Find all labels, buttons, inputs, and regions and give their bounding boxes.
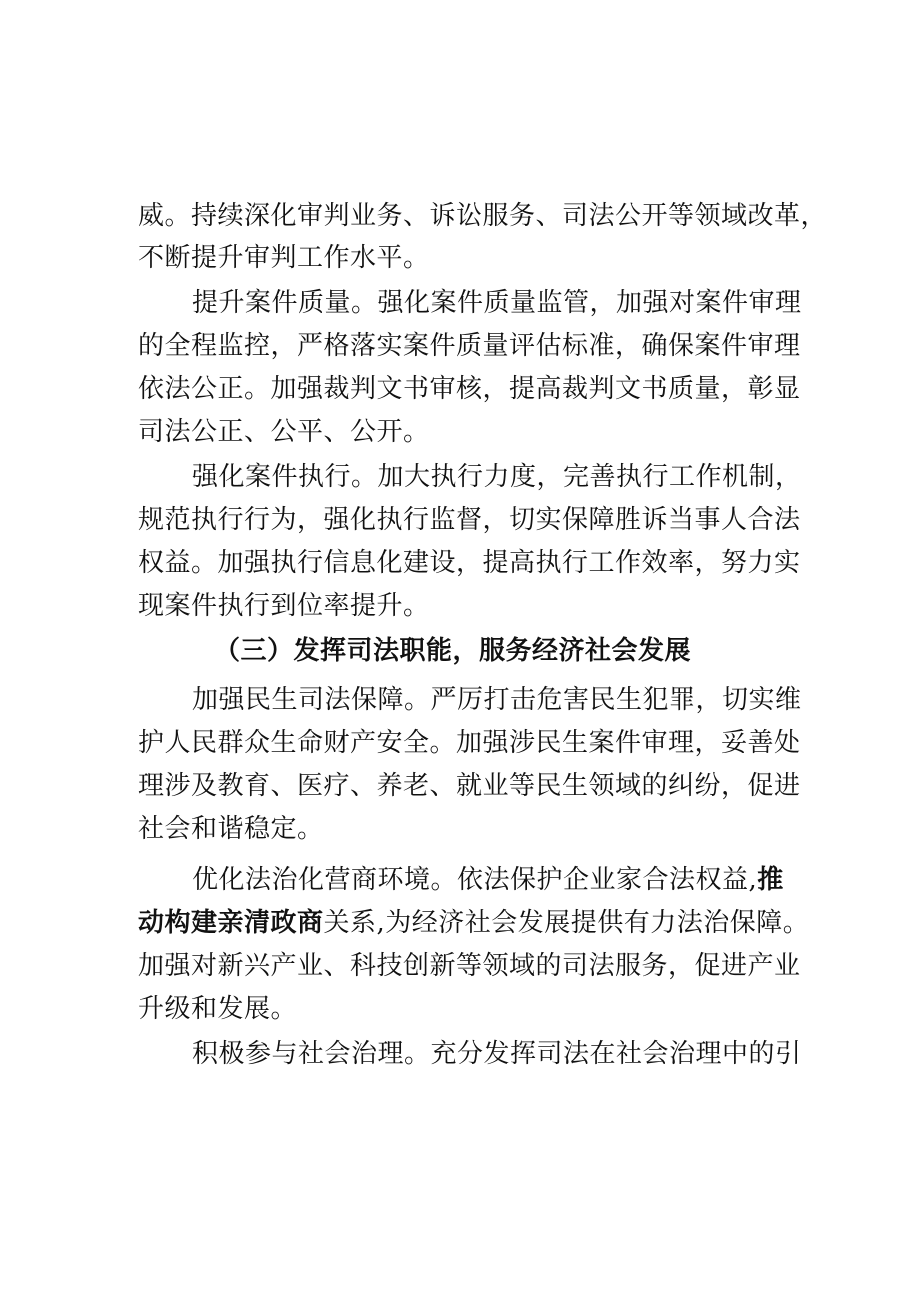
paragraph-2-line-1: 提升案件质量。强化案件质量监管，加强对案件审理 [192,288,802,318]
paragraph-2-line-4: 司法公正、公平、公开。 [138,417,430,447]
paragraph-5-line-2-bold: 动构建亲清政商 [138,908,324,938]
paragraph-6-line-1: 积极参与社会治理。充分发挥司法在社会治理中的引 [192,1039,802,1069]
paragraph-1-line-1: 威。持续深化审判业务、诉讼服务、司法公开等领域改革， [138,201,828,231]
paragraph-4-line-4: 社会和谐稳定。 [138,814,324,844]
paragraph-2-line-3: 依法公正。加强裁判文书审核，提高裁判文书质量，彰显 [138,374,801,404]
paragraph-3-line-2: 规范执行行为，强化执行监督，切实保障胜诉当事人合法 [138,505,801,535]
paragraph-5-line-1 [0,858,920,902]
paragraph-5-line-2-text: 关系,为经济社会发展提供有力法治保障。 [323,908,810,938]
paragraph-4-line-1: 加强民生司法保障。严厉打击危害民生犯罪，切实维 [192,685,802,715]
paragraph-5-line-1-bold: 推 [757,865,784,895]
paragraph-4-line-3: 理涉及教育、医疗、养老、就业等民生领域的纠纷，促进 [138,771,801,801]
paragraph-5-line-1-text: 优化法治化营商环境。依法保护企业家合法权益, [192,865,758,895]
paragraph-3-line-4: 现案件执行到位率提升。 [138,591,430,621]
paragraph-3-line-3: 权益。加强执行信息化建设，提高执行工作效率，努力实 [138,548,801,578]
paragraph-5-line-2 [0,901,920,945]
paragraph-4-line-2: 护人民群众生命财产安全。加强涉民生案件审理，妥善处 [138,728,801,758]
paragraph-5-line-3: 加强对新兴产业、科技创新等领域的司法服务，促进产业 [138,951,801,981]
paragraph-3-line-1: 强化案件执行。加大执行力度，完善执行工作机制， [192,462,802,492]
paragraph-5-line-4: 升级和发展。 [138,994,298,1024]
paragraph-1-line-2: 不断提升审判工作水平。 [138,243,430,273]
paragraph-2-line-2: 的全程监控，严格落实案件质量评估标准，确保案件审理 [138,331,801,361]
section-heading: （三）发挥司法职能，服务经济社会发展 [214,636,692,666]
